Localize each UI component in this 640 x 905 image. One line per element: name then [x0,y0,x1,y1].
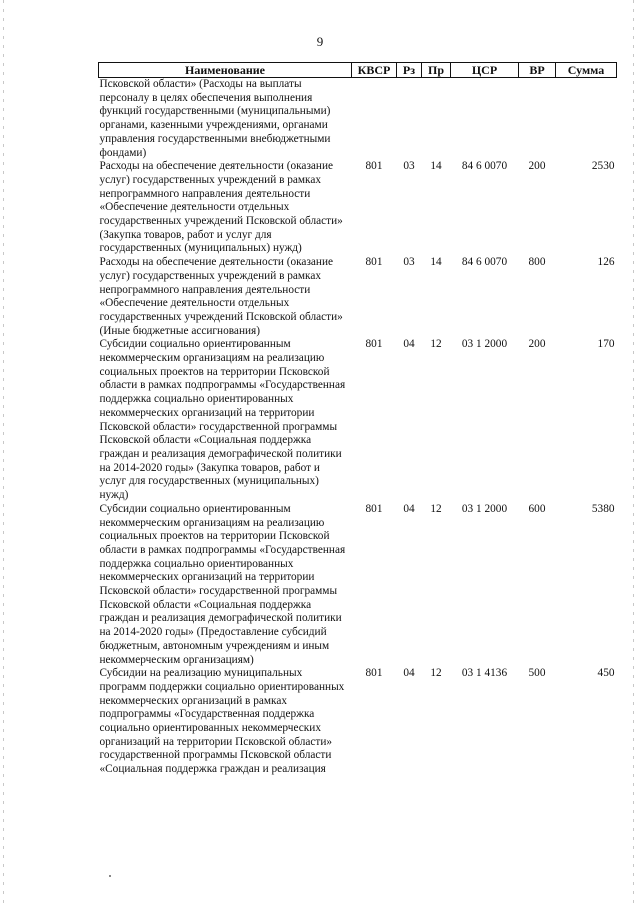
row-vr: 200 [528,160,546,173]
row-sum: 126 [597,256,615,269]
budget-table [98,62,617,777]
row-name: Субсидии на реализацию муниципальных программ поддержки социально ориентированных некоммерческих организаций в рамках подпрограммы «Государственная поддержка социально ориентированных некоммерческих организаций на территории Псковской области» государственной программы Псковской области «Социальная поддержка граждан и реализация [99,667,345,776]
row-vr: 800 [528,256,546,269]
row-name: Расходы на обеспечение деятельности (оказание услуг) государственных учреждений в рамках непрограммного направления деятельности «Обеспечение деятельности отдельных государственных учреждений Псковской области» (Иные бюджетные ассигнования) [99,256,343,337]
row-kvsr: 801 [365,256,383,269]
header-name: Наименование [99,63,352,78]
row-sum [556,78,617,161]
row-rz: 03 [403,160,415,173]
row-pr [422,78,451,161]
row-csr: 03 1 2000 [461,338,508,351]
table-row [99,338,617,502]
row-vr: 200 [528,338,546,351]
table-row [99,160,617,256]
table-row [99,503,617,667]
row-csr: 84 6 0070 [461,256,508,269]
row-kvsr [352,78,397,161]
row-csr [451,78,519,161]
row-rz: 04 [403,667,415,680]
row-csr: 84 6 0070 [461,160,508,173]
table-row [99,256,617,338]
table-header-row [99,63,617,78]
row-name: Субсидии социально ориентированным некоммерческим организациям на реализацию социальных проектов на территории Псковской области в рамках подпрограммы «Государственная поддержка социально ориентированных некоммерческих организаций на территории Псковской области» государственной программы Псковской области «Социальная поддержка граждан и реализация демографической политики на 2014-2020 годы» (Закупка товаров, работ и услуг для государственных (муниципальных) нужд) [99,338,346,502]
header-kvsr: КВСР [352,63,397,78]
row-csr: 03 1 2000 [461,502,508,515]
row-rz: 04 [403,502,415,515]
row-kvsr: 801 [365,160,383,173]
header-sum: Сумма [556,63,617,78]
row-vr [519,78,556,161]
row-sum: 5380 [591,502,615,515]
row-rz: 04 [403,338,415,351]
row-sum: 450 [597,667,615,680]
row-kvsr: 801 [365,667,383,680]
row-vr: 500 [528,667,546,680]
row-pr: 12 [430,667,442,680]
header-vr: ВР [519,63,556,78]
row-kvsr: 801 [365,338,383,351]
row-name: Псковской области» (Расходы на выплаты персоналу в целях обеспечения выполнения функций государственными (муниципальными) органами, казенными учреждениями, органами управления государственными внебюджетными фондами) [99,78,331,159]
row-vr: 600 [528,502,546,515]
header-csr: ЦСР [451,63,519,78]
row-kvsr: 801 [365,502,383,515]
scan-margin-right [633,0,634,905]
row-pr: 14 [430,256,442,269]
row-name: Расходы на обеспечение деятельности (оказание услуг) государственных учреждений в рамках непрограммного направления деятельности «Обеспечение деятельности отдельных государственных учреждений Псковской области» (Закупка товаров, работ и услуг для государственных (муниципальных) нужд) [99,160,343,255]
row-pr: 14 [430,160,442,173]
row-sum: 2530 [591,160,615,173]
row-rz [397,78,422,161]
row-name: Субсидии социально ориентированным некоммерческим организациям на реализацию социальных проектов на территории Псковской области в рамках подпрограммы «Государственная поддержка социально ориентированных некоммерческих организаций на территории Псковской области» государственной программы Псковской области «Социальная поддержка граждан и реализация демографической политики на 2014-2020 годы» (Предоставление субсидий бюджетным, автономным учреждениям и иным некоммерческим организациям) [99,502,346,666]
row-pr: 12 [430,502,442,515]
page-number: 9 [316,34,324,49]
scan-speck [109,875,111,877]
table-row [99,78,617,161]
row-rz: 03 [403,256,415,269]
header-rz: Рз [397,63,422,78]
row-sum: 170 [597,338,615,351]
header-pr: Пр [422,63,451,78]
table-row [99,667,617,777]
scan-margin-left [3,0,4,905]
row-csr: 03 1 4136 [461,667,508,680]
row-pr: 12 [430,338,442,351]
